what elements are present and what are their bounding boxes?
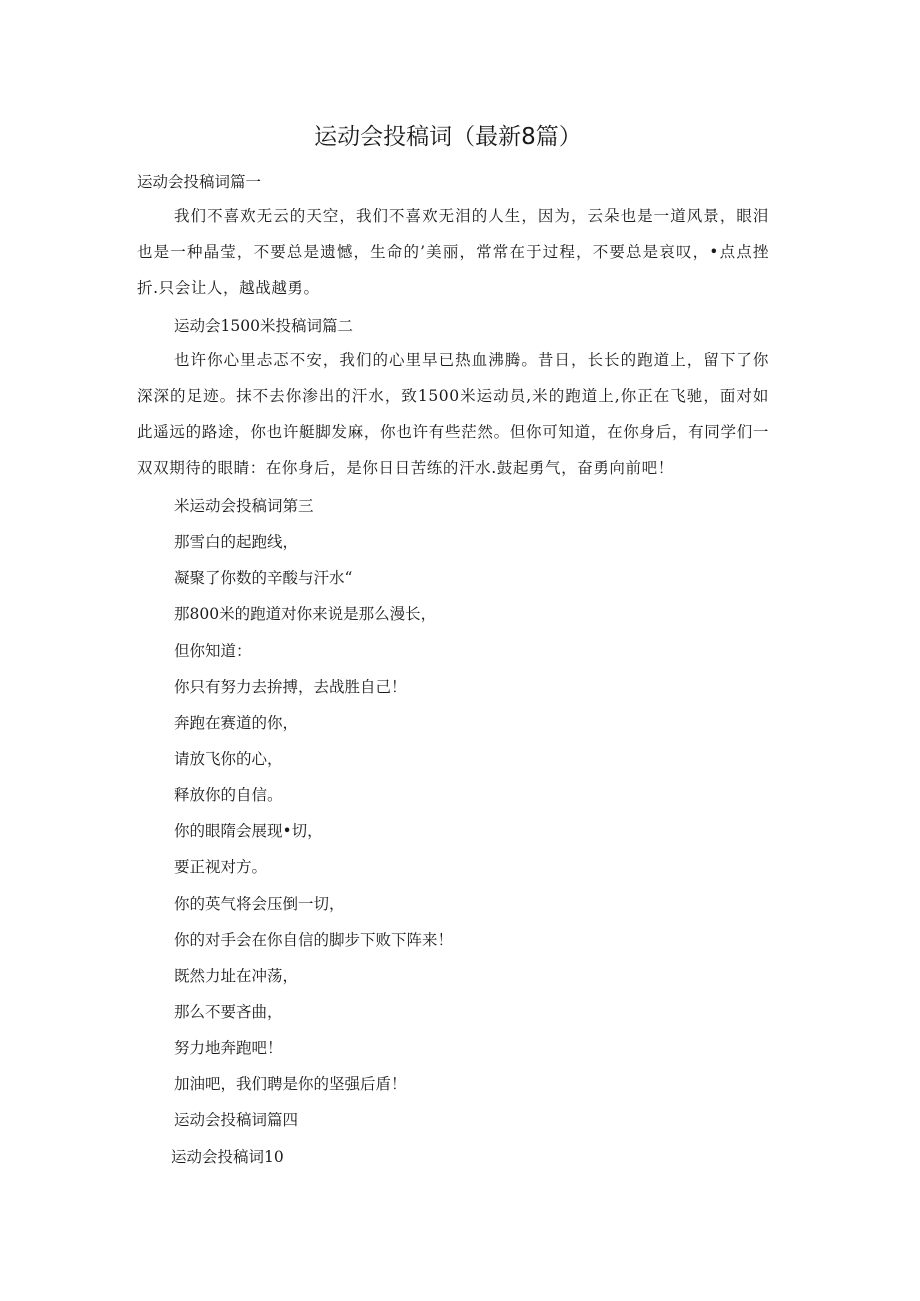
poem-line: 你的英气将会压倒一切， xyxy=(174,895,345,913)
poem-line: 那么不要吝曲， xyxy=(174,1003,283,1021)
poem-line: 加油吧，我们聘是你的坚强后盾！ xyxy=(174,1075,407,1093)
document-title: 运动会投稿词（最新8篇） xyxy=(314,124,582,150)
poem-line: 你只有努力去拚搏，去战胜自己！ xyxy=(174,678,407,696)
section-paragraph-2: 也许你心里忐忑不安，我们的心里早已热血沸腾。昔日，长长的跑道上，留下了你深深的足迹。抹不去你渗出的汗水，致1500米运动员,米的跑道上,你正在飞驰，面对如此遥远的路途，你也许艇脚发麻，你也许有些茫然。但你可知道，在你身后，有同学们一双双期待的眼睛：在你身后，是你日日苦练的汗水.鼓起勇气，奋勇向前吧！ xyxy=(137,351,769,477)
section-heading-3: 米运动会投稿词第三 xyxy=(174,497,314,515)
section-paragraph-1: 我们不喜欢无云的天空，我们不喜欢无泪的人生，因为，云朵也是一道风景，眼泪也是一种晶莹，不要总是遗憾，生命的’美丽，常常在于过程，不要总是哀叹，•点点挫折.只会让人，越战越勇。 xyxy=(137,207,769,297)
poem-line: 你的对手会在你自信的脚步下败下阵来！ xyxy=(174,931,454,949)
poem-line: 努力地奔跑吧！ xyxy=(174,1039,283,1057)
section-heading-5: 运动会投稿词10 xyxy=(171,1148,284,1166)
poem-line: 请放飞你的心， xyxy=(174,750,283,768)
poem-line: 那800米的跑道对你来说是那么漫长， xyxy=(174,605,437,623)
poem-line: 但你知道： xyxy=(174,642,252,660)
poem-line: 那雪白的起跑线， xyxy=(174,533,299,551)
poem-line: 奔跑在赛道的你， xyxy=(174,714,299,732)
poem-line: 要正视对方。 xyxy=(174,858,268,876)
section-heading-4: 运动会投稿词篇四 xyxy=(174,1111,299,1129)
poem-line: 释放你的自信。 xyxy=(174,786,283,804)
poem-line: 既然力址在冲荡， xyxy=(174,967,299,985)
poem-line: 凝聚了你数的辛酸与汗水“ xyxy=(174,569,353,587)
poem-line: 你的眼隋会展现•切， xyxy=(174,822,323,840)
section-heading-1: 运动会投稿词篇一 xyxy=(137,173,262,191)
section-heading-2: 运动会1500米投稿词篇二 xyxy=(174,317,353,335)
